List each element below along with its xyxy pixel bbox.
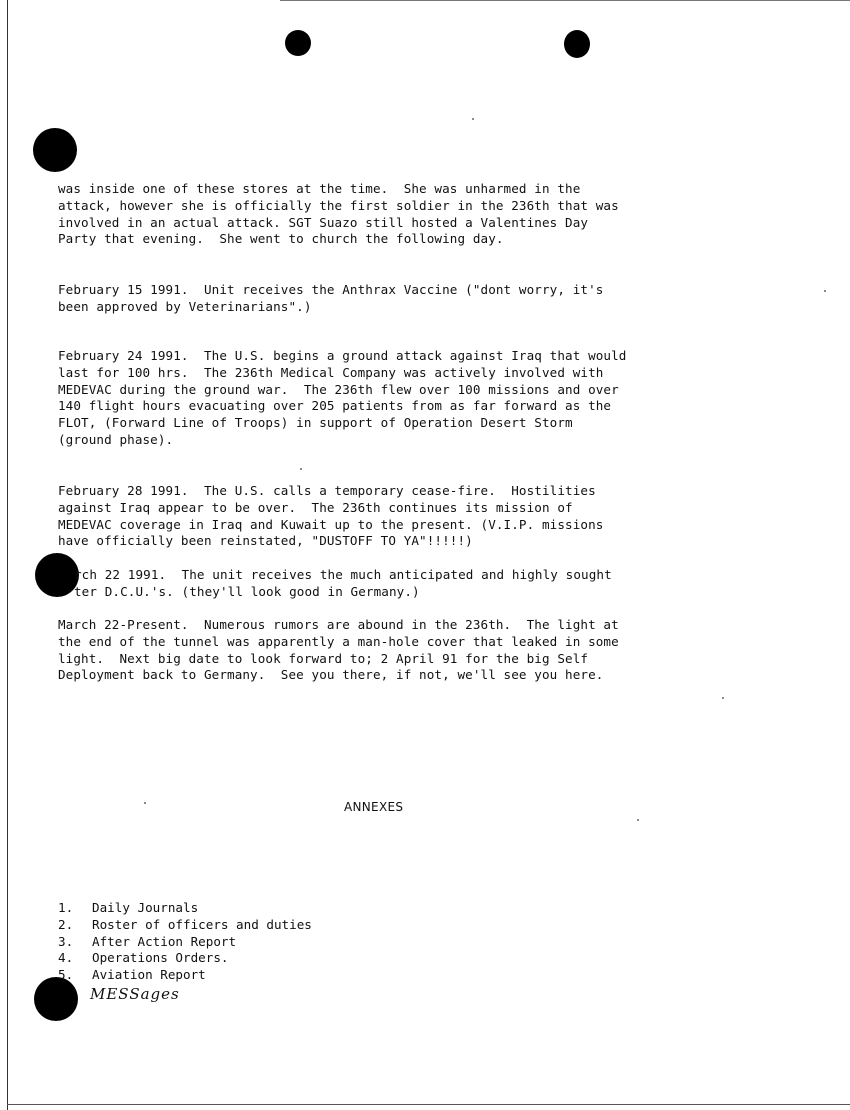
page-top-edge	[280, 0, 850, 1]
punch-hole-top-left	[285, 30, 311, 56]
paragraph-feb-15: February 15 1991. Unit receives the Anthrax Vaccine ("dont worry, it's been approved by Veterinarians".)	[58, 282, 604, 314]
paragraph-mar-22: rch 22 1991. The unit receives the much anticipated and highly sought ter D.C.U.'s. (they'll look good in Germany.)	[74, 567, 612, 599]
punch-hole-side-upper	[33, 128, 77, 172]
annex-label: Aviation Report	[92, 967, 206, 983]
annex-label: After Action Report	[92, 933, 237, 949]
annex-number: 1.	[58, 900, 74, 915]
annexes-heading: ANNEXES	[344, 800, 404, 814]
list-item	[58, 934, 312, 951]
list-item	[58, 917, 312, 934]
annex-label: Daily Journals	[92, 900, 199, 915]
paragraph-mar-22-present: March 22-Present. Numerous rumors are abound in the 236th. The light at the end of the tunnel was apparently a man-hole cover that leaked in some light. Next big date to look forward to; 2 April 91 for the big Self Deployment back to Germany. See you there, if not, we'll see you here.	[58, 617, 619, 683]
list-item	[58, 950, 312, 967]
handwritten-annex-note: MESSages	[90, 985, 180, 1003]
page-bottom-edge	[7, 1104, 850, 1105]
annex-label: Operations Orders.	[92, 950, 229, 966]
scan-speck	[637, 819, 639, 821]
punch-hole-side-middle	[35, 553, 79, 597]
page-left-edge	[7, 0, 8, 1110]
paragraph-feb-24: February 24 1991. The U.S. begins a ground attack against Iraq that would last for 100 hrs. The 236th Medical Company was actively involved with MEDEVAC during the ground war. The 236th flew over 100 missions and over 140 flight hours evacuating over 205 patients from as far forward as the FLOT, (Forward Line of Troops) in support of Operation Desert Storm (ground phase).	[58, 348, 627, 447]
scan-speck	[824, 290, 826, 292]
list-item	[58, 967, 312, 984]
scan-speck	[472, 118, 474, 120]
annex-label: Roster of officers and duties	[92, 916, 312, 932]
scan-speck	[722, 697, 724, 699]
paragraph-feb-28: February 28 1991. The U.S. calls a temporary cease-fire. Hostilities against Iraq appear to be over. The 236th continues its mission of MEDEVAC coverage in Iraq and Kuwait up to the present. (V.I.P. missions have officially been reinstated, "DUSTOFF TO YA"!!!!!)	[58, 483, 604, 549]
annex-number: 3.	[58, 933, 74, 949]
annex-number: 4.	[58, 950, 74, 966]
annex-number: 5.	[58, 967, 74, 983]
punch-hole-top-right	[564, 30, 590, 58]
paragraph-suazo: was inside one of these stores at the time. She was unharmed in the attack, however she is officially the first soldier in the 236th that was involved in an actual attack. SGT Suazo still hosted a Valentines Day Party that evening. She went to church the following day.	[58, 181, 619, 247]
scan-speck	[144, 802, 146, 804]
annex-number: 2.	[58, 916, 74, 932]
annex-list	[58, 900, 312, 984]
scan-speck	[300, 468, 302, 470]
list-item	[58, 900, 312, 917]
